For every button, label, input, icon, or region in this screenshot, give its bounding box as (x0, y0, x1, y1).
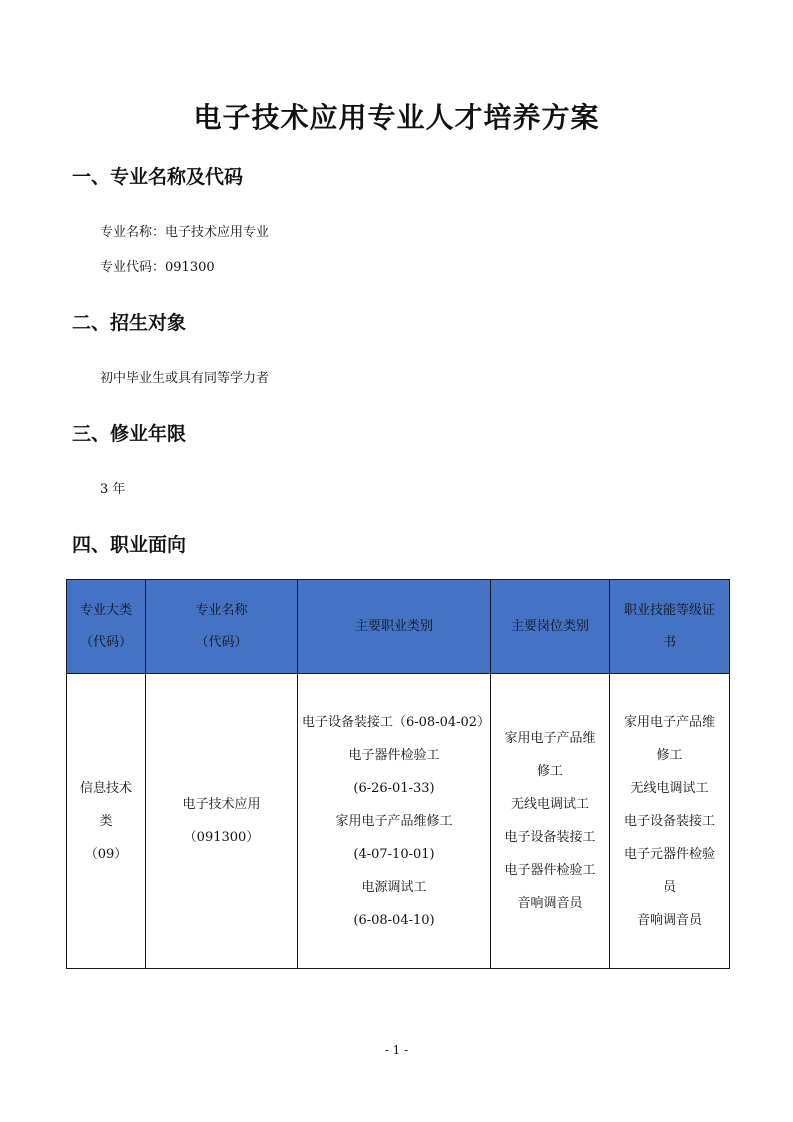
cell-occupation: 电子设备装接工（6-08-04-02） 电子器件检验工 (6-26-01-33) 家用电子产品维修工 (4-07-10-01) 电源调试工 (6-08-04-10) (298, 674, 491, 969)
enrollment-line: 初中毕业生或具有同等学力者 (100, 371, 270, 386)
header-position: 主要岗位类别 (491, 580, 610, 674)
section-heading-career: 四、职业面向 (72, 534, 187, 556)
major-code-line: 专业代码：091300 (100, 260, 215, 275)
section-heading-enrollment: 二、招生对象 (72, 312, 187, 334)
table-row (67, 674, 730, 969)
header-certificate: 职业技能等级证 书 (610, 580, 730, 674)
cell-major-name: 电子技术应用 （091300） (146, 674, 298, 969)
table-header-row (67, 580, 730, 674)
header-major-category: 专业大类 （代码） (67, 580, 146, 674)
career-table (66, 579, 730, 969)
duration-line: 3 年 (100, 482, 126, 497)
cell-position: 家用电子产品维 修工 无线电调试工 电子设备装接工 电子器件检验工 音响调音员 (491, 674, 610, 969)
section-heading-major: 一、专业名称及代码 (72, 166, 244, 188)
header-major-name: 专业名称 （代码） (146, 580, 298, 674)
document-title: 电子技术应用专业人才培养方案 (193, 101, 600, 134)
cell-certificate: 家用电子产品维 修工 无线电调试工 电子设备装接工 电子元器件检验 员 音响调音员 (610, 674, 730, 969)
section-heading-duration: 三、修业年限 (72, 423, 187, 445)
cell-major-category: 信息技术 类 （09） (67, 674, 146, 969)
header-occupation: 主要职业类别 (298, 580, 491, 674)
page-number: - 1 - (384, 1043, 409, 1057)
major-name-line: 专业名称：电子技术应用专业 (100, 225, 270, 240)
